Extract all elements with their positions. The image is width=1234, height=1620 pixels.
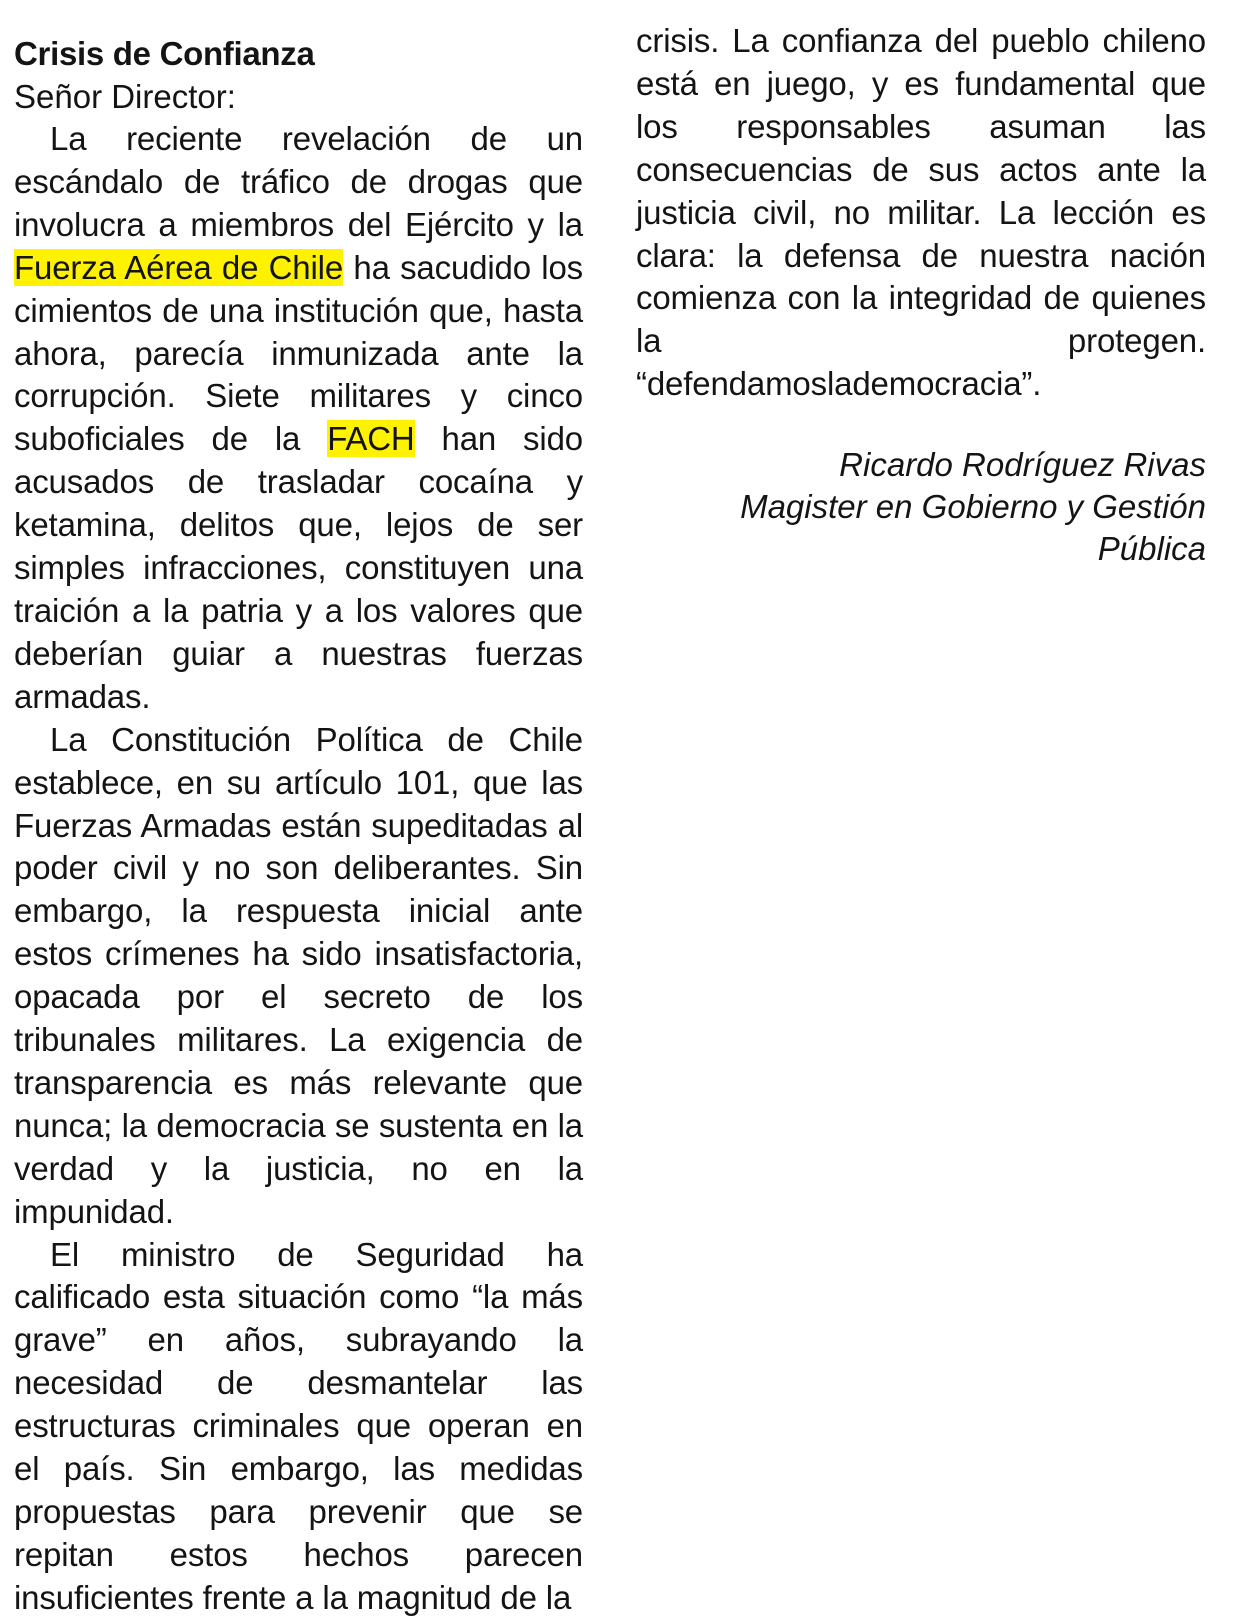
letter-title: Crisis de Confianza	[14, 35, 315, 72]
letter-column-left	[14, 33, 583, 1620]
letter-column-right	[636, 20, 1206, 570]
paragraph-3-start: El ministro de Seguridad ha calificado esta situación como “la más grave” en años, subrayando la necesidad de desmantelar las estructuras criminales que operan en el país. Sin embargo, las medidas propuestas para prevenir que se repitan estos hechos parecen insuficientes frente a la magnitud de la	[14, 1235, 583, 1616]
paragraph-2: La Constitución Política de Chile establece, en su artículo 101, que las Fuerzas Armadas están supeditadas al poder civil y no son deliberantes. Sin embargo, la respuesta inicial ante estos crímenes ha sido insatisfactoria, opacada por el secreto de los tribunales militares. La exigencia de transparencia es más relevante que nunca; la democracia se sustenta en la verdad y la justicia, no en la impunidad.	[14, 720, 583, 1230]
paragraph-1	[14, 118, 583, 719]
paragraph-1-text-b: ha sacudido los cimientos de una institución que, hasta ahora, parecía inmunizada ante la corrupción. Siete militares y cinco suboficiales de la	[14, 248, 583, 458]
paragraph-3-end: crisis. La confianza del pueblo chileno está en juego, y es fundamental que los responsables asuman las consecuencias de sus actos ante la justicia civil, no militar. La lección es clara: la defensa de nuestra nación comienza con la integridad de quienes la protegen. “defendamoslademocracia”.	[636, 22, 1206, 403]
highlight-fuerza-aerea: Fuerza Aérea de Chile	[14, 248, 344, 286]
paragraph-1-text-a: La reciente revelación de un escándalo de tráfico de drogas que involucra a miembros del Ejército y la	[14, 120, 583, 243]
highlight-fach: FACH	[327, 420, 415, 458]
signature-name: Ricardo Rodríguez Rivas	[839, 446, 1206, 484]
salutation: Señor Director:	[14, 78, 236, 115]
signature-block	[636, 444, 1206, 570]
paragraph-1-text-c: han sido acusados de trasladar cocaína y ketamina, delitos que, lejos de ser simples infracciones, constituyen una traición a la patria y a los valores que deberían guiar a nuestras fuerzas armadas.	[14, 420, 583, 715]
signature-credential: Magister en Gobierno y Gestión Pública	[740, 488, 1206, 568]
